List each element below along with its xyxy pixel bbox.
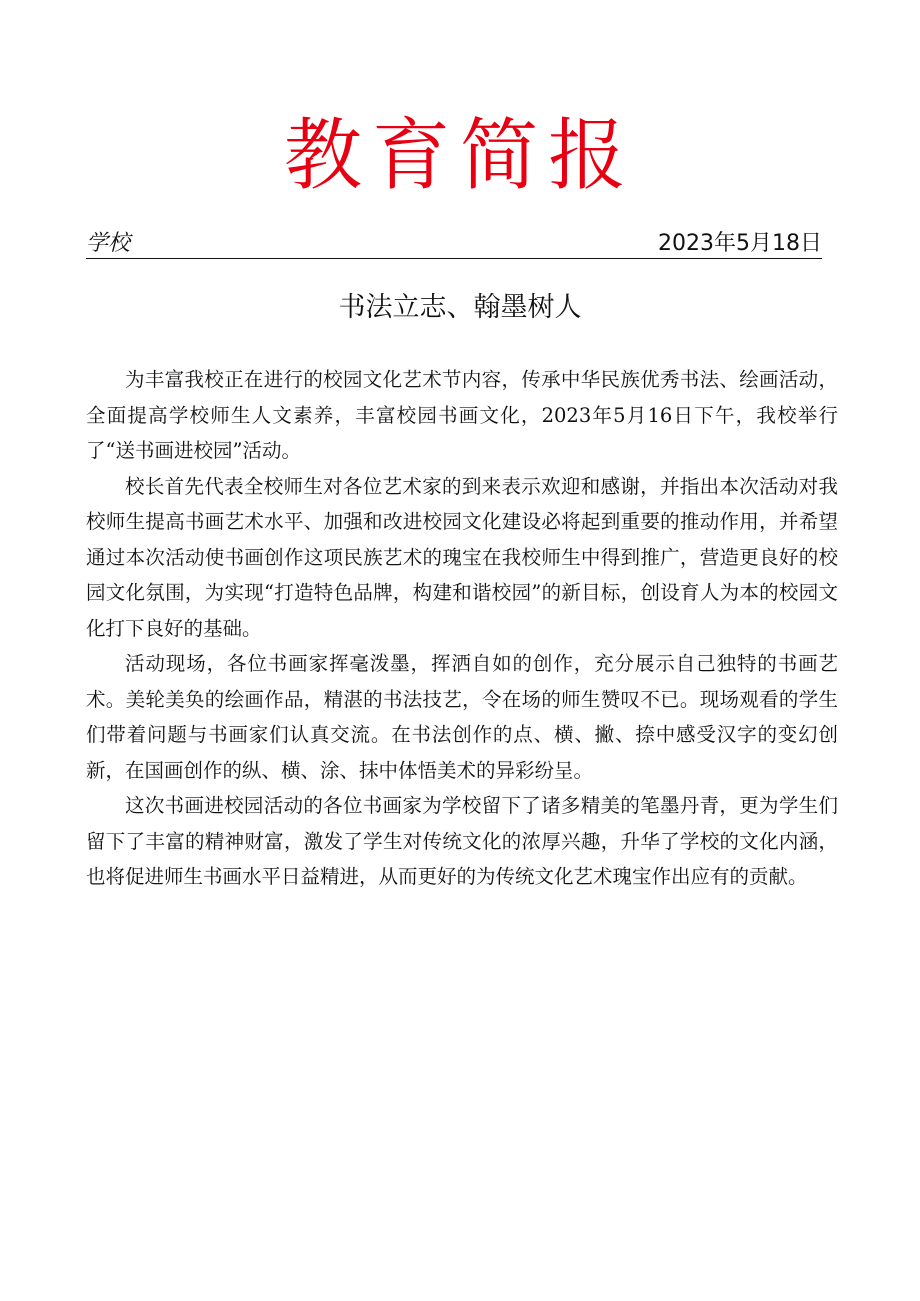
school-label: 学校 [86, 231, 131, 256]
article-paragraph: 为丰富我校正在进行的校园文化艺术节内容，传承中华民族优秀书法、绘画活动，全面提高学校师生人文素养，丰富校园书画文化，2023年5月16日下午，我校举行了“送书画进校园”活动。 [86, 368, 838, 462]
newsletter-masthead: 教育简报 [283, 111, 636, 201]
issue-date: 2023年5月18日 [658, 231, 822, 256]
article-body [86, 362, 838, 895]
issue-info-line [86, 228, 822, 259]
article-paragraph: 这次书画进校园活动的各位书画家为学校留下了诸多精美的笔墨丹青，更为学生们留下了丰富的精神财富，激发了学生对传统文化的浓厚兴趣，升华了学校的文化内涵，也将促进师生书画水平日益精进，从而更好的为传统文化艺术瑰宝作出应有的贡献。 [86, 794, 838, 888]
article-paragraph: 活动现场，各位书画家挥毫泼墨，挥洒自如的创作，充分展示自己独特的书画艺术。美轮美奂的绘画作品，精湛的书法技艺，令在场的师生赞叹不已。现场观看的学生们带着问题与书画家们认真交流。在书法创作的点、横、撇、捺中感受汉字的变幻创新，在国画创作的纵、横、涂、抹中体悟美术的异彩纷呈。 [86, 652, 838, 782]
article-paragraph: 校长首先代表全校师生对各位艺术家的到来表示欢迎和感谢，并指出本次活动对我校师生提高书画艺术水平、加强和改进校园文化建设必将起到重要的推动作用，并希望通过本次活动使书画创作这项民族艺术的瑰宝在我校师生中得到推广，营造更良好的校园文化氛围，为实现“打造特色品牌，构建和谐校园”的新目标，创设育人为本的校园文化打下良好的基础。 [86, 474, 838, 640]
article-headline: 书法立志、翰墨树人 [338, 292, 582, 323]
